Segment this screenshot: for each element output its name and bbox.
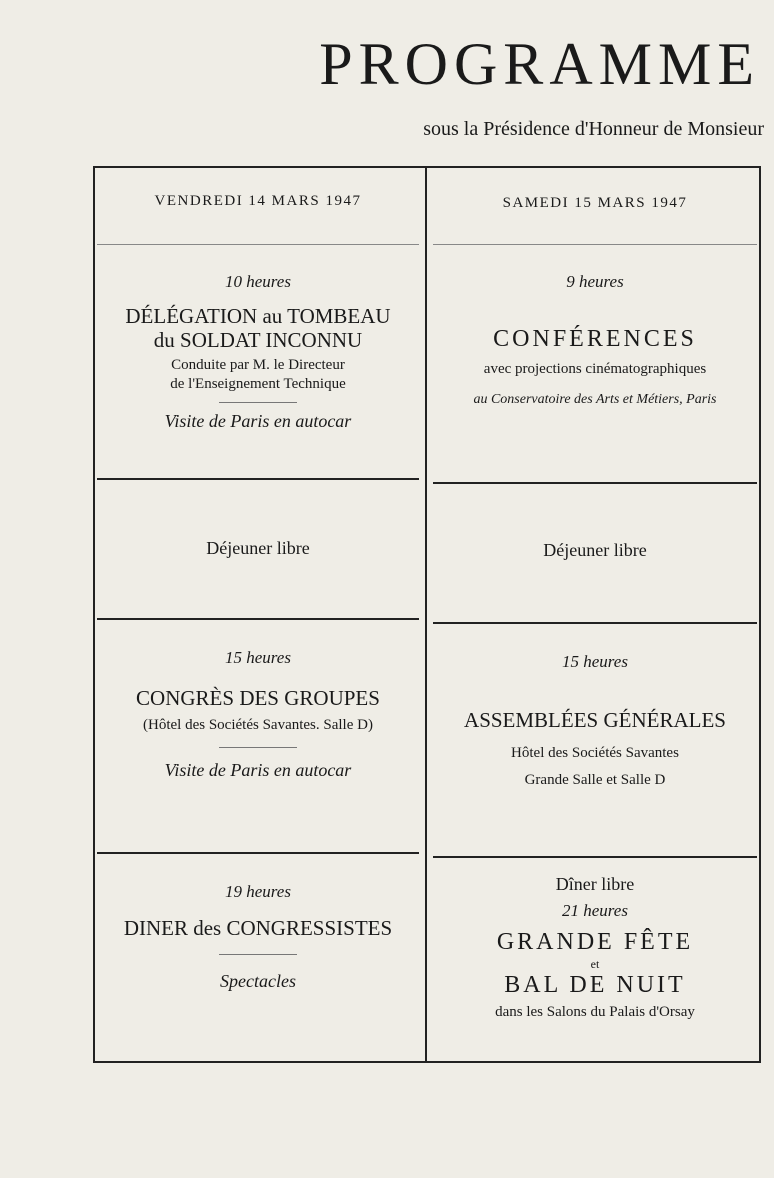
event-detail-2: de l'Enseignement Technique [170, 376, 346, 393]
page-title: PROGRAMME [319, 31, 760, 97]
event-title-2: du SOLDAT INCONNU [153, 328, 363, 353]
row-divider [97, 618, 419, 620]
date-label: VENDREDI 14 MARS 1947 [154, 193, 362, 209]
time-label: 15 heures [225, 648, 291, 667]
row-divider [97, 852, 419, 854]
saturday-morning [433, 272, 757, 408]
saturday-lunch [433, 540, 757, 561]
friday-morning [97, 272, 419, 432]
lunch-label: Déjeuner libre [206, 538, 310, 558]
show-label: Spectacles [220, 971, 296, 992]
lunch-label: Déjeuner libre [543, 540, 647, 560]
date-divider [433, 244, 757, 245]
row-divider [433, 622, 757, 624]
column-divider [425, 168, 427, 1061]
dinner-label: Dîner libre [555, 874, 635, 894]
venue-label: Hôtel des Sociétés Savantes [511, 745, 679, 762]
event-title: DINER des CONGRESSISTES [123, 916, 393, 940]
tour-label: Visite de Paris en autocar [164, 410, 352, 431]
event-title-2: BAL DE NUIT [504, 971, 686, 998]
event-detail: avec projections cinématographiques [483, 360, 707, 377]
venue-label: au Conservatoire des Arts et Métiers, Paris [473, 392, 717, 408]
row-divider [97, 478, 419, 480]
event-detail: (Hôtel des Sociétés Savantes. Salle D) [143, 717, 373, 734]
separator [219, 747, 297, 748]
time-label: 9 heures [566, 272, 624, 291]
date-label: SAMEDI 15 MARS 1947 [502, 195, 688, 211]
row-divider [433, 856, 757, 858]
event-title: ASSEMBLÉES GÉNÉRALES [464, 708, 726, 732]
time-label: 15 heures [562, 652, 628, 671]
event-title: CONGRÈS DES GROUPES [136, 686, 380, 710]
saturday-afternoon [433, 652, 757, 790]
separator [219, 402, 297, 403]
time-label: 19 heures [225, 882, 291, 901]
saturday-date [433, 194, 757, 212]
event-detail: Conduite par M. le Directeur [171, 357, 345, 374]
page-subtitle: sous la Présidence d'Honneur de Monsieur [423, 118, 764, 140]
event-title: CONFÉRENCES [493, 326, 697, 352]
friday-evening [97, 882, 419, 992]
date-divider [97, 244, 419, 245]
venue-label-2: Grande Salle et Salle D [524, 771, 666, 788]
friday-lunch [97, 538, 419, 559]
separator [219, 954, 297, 955]
row-divider [433, 482, 757, 484]
conjunction: et [590, 956, 600, 971]
friday-date [97, 192, 419, 210]
tour-label: Visite de Paris en autocar [164, 759, 352, 780]
saturday-evening [433, 874, 757, 1022]
venue-label: dans les Salons du Palais d'Orsay [495, 1004, 695, 1021]
event-title: DÉLÉGATION au TOMBEAU [125, 304, 391, 328]
time-label: 10 heures [225, 272, 291, 291]
friday-afternoon [97, 648, 419, 781]
event-title: GRANDE FÊTE [496, 929, 694, 955]
time-label: 21 heures [562, 901, 628, 920]
